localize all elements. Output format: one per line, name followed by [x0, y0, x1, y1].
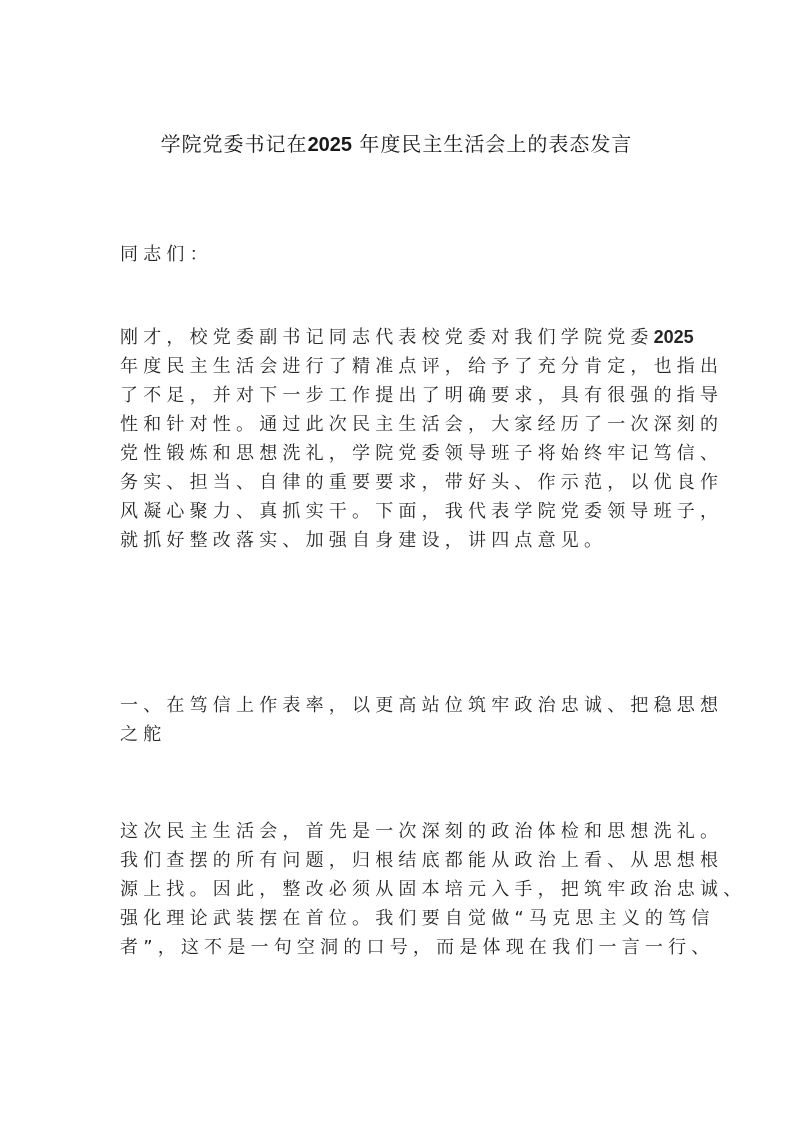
title-text-before: 学院党委书记在 [160, 132, 308, 156]
title-text-after: 年度民主生活会上的表态发言 [352, 132, 633, 156]
paragraph-section-1 [120, 817, 747, 962]
paragraph-line: 就抓好整改落实、加强自身建设，讲四点意见。 [120, 530, 608, 551]
paragraph-line: 党性锻炼和思想洗礼，学院党委领导班子将始终牢记笃信、 [120, 443, 724, 464]
paragraph-line [120, 323, 694, 352]
paragraph-line: 强化理论武装摆在首位。我们要自觉做“马克思主义的笃信 [120, 908, 715, 929]
document-title [0, 131, 793, 158]
paragraph-line: 风凝心聚力、真抓实干。下面，我代表学院党委领导班子， [120, 501, 724, 522]
salutation-text: 同志们： [120, 244, 213, 265]
paragraph-line: 这次民主生活会，首先是一次深刻的政治体检和思想洗礼。 [120, 821, 724, 842]
paragraph-line: 我们查摆的所有问题，归根结底都能从政治上看、从思想根 [120, 850, 724, 871]
paragraph-line: 了不足，并对下一步工作提出了明确要求，具有很强的指导 [120, 385, 724, 406]
section-heading-1 [120, 691, 724, 749]
paragraph-line: 源上找。因此，整改必须从固本培元入手，把筑牢政治忠诚、 [120, 879, 747, 900]
paragraph-line: 性和针对性。通过此次民主生活会，大家经历了一次深刻的 [120, 414, 724, 435]
paragraph-line: 务实、担当、自律的重要要求，带好头、作示范，以优良作 [120, 472, 724, 493]
year-number: 2025 [653, 327, 694, 347]
paragraph-line: 者”，这不是一句空洞的口号，而是体现在我们一言一行、 [120, 937, 715, 958]
title-year: 2025 [307, 134, 353, 156]
heading-line: 之舵 [120, 724, 167, 745]
paragraph-line-text: 刚才，校党委副书记同志代表校党委对我们学院党委 [120, 327, 654, 348]
heading-line: 一、在笃信上作表率，以更高站位筑牢政治忠诚、把稳思想 [120, 695, 724, 716]
salutation [120, 240, 673, 269]
paragraph-line: 年度民主生活会进行了精准点评，给予了充分肯定，也指出 [120, 356, 724, 377]
paragraph-opening [120, 323, 724, 555]
